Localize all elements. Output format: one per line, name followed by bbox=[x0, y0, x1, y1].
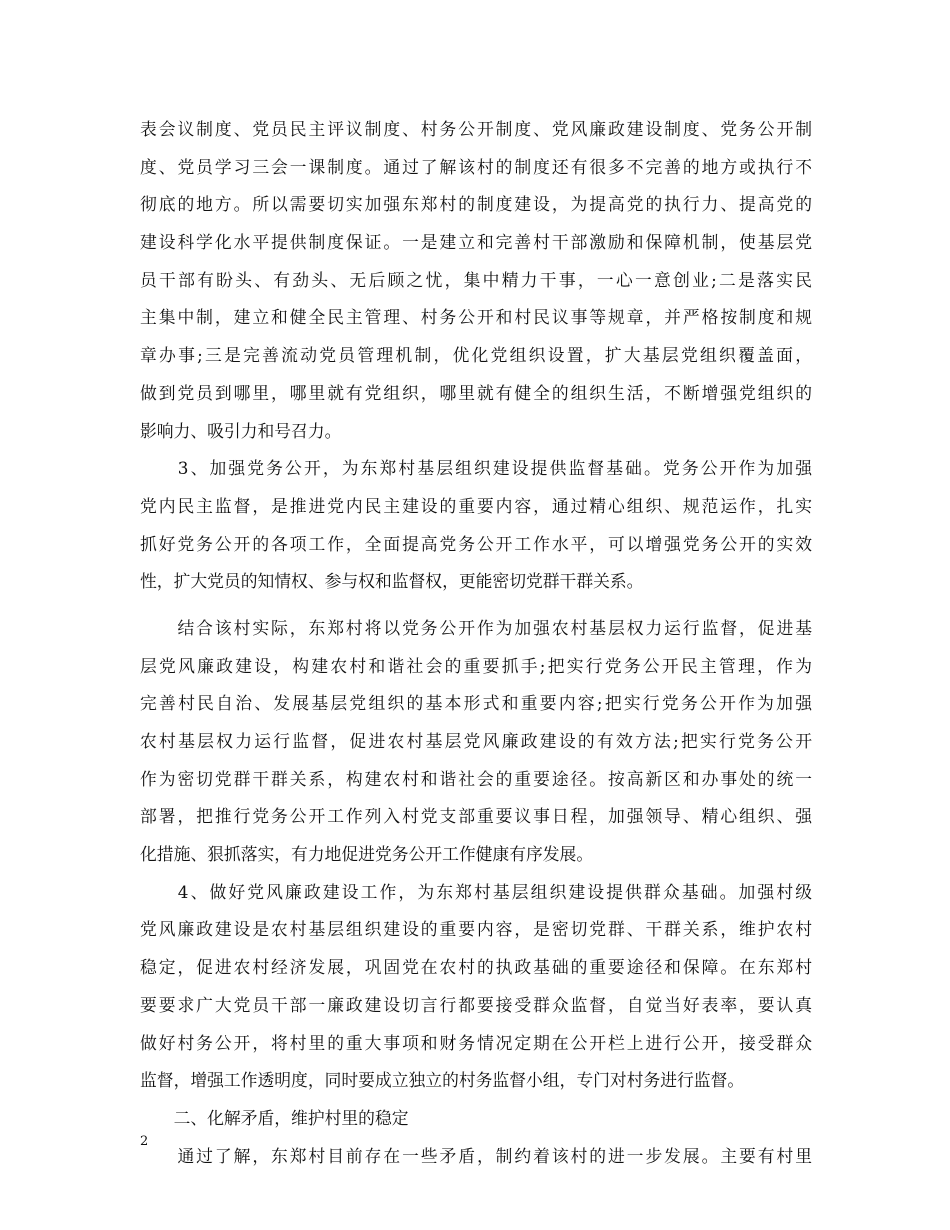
text-line: 要要求广大党员干部一廉政建设切言行都要接受群众监督，自觉当好表率，要认真 bbox=[140, 994, 812, 1015]
text-line: 监督，增强工作透明度，同时要成立独立的村务监督小组，专门对村务进行监督。 bbox=[140, 1070, 745, 1091]
text-line: 表会议制度、党员民主评议制度、村务公开制度、党风廉政建设制度、党务公开制 bbox=[140, 119, 812, 139]
text-line: 层党风廉政建设，构建农村和谐社会的重要抓手;把实行党务公开民主管理，作为 bbox=[140, 655, 812, 676]
text-line: 彻底的地方。所以需要切实加强东郑村的制度建设，为提高党的执行力、提高党的 bbox=[140, 194, 812, 215]
text-line: 建设科学化水平提供制度保证。一是建立和完善村干部激励和保障机制，使基层党 bbox=[140, 232, 812, 253]
text-line: 作为密切党群干群关系，构建农村和谐社会的重要途径。按高新区和办事处的统一 bbox=[140, 768, 812, 789]
text-line: 主集中制，建立和健全民主管理、村务公开和村民议事等规章，并严格按制度和规 bbox=[140, 307, 812, 328]
text-line: 抓好党务公开的各项工作，全面提高党务公开工作水平，可以增强党务公开的实效 bbox=[140, 533, 812, 554]
text-line: 党内民主监督，是推进党内民主建设的重要内容，通过精心组织、规范运作，扎实 bbox=[140, 495, 812, 516]
text-line: 化措施、狠抓落实，有力地促进党务公开工作健康有序发展。 bbox=[140, 844, 594, 865]
text-line: 完善村民自治、发展基层党组织的基本形式和重要内容;把实行党务公开作为加强 bbox=[140, 693, 812, 714]
text-line: 二、化解矛盾，维护村里的稳定 bbox=[140, 1107, 409, 1128]
text-line: 做到党员到哪里，哪里就有党组织，哪里就有健全的组织生活，不断增强党组织的 bbox=[140, 382, 812, 403]
text-line: 农村基层权力运行监督，促进农村基层党风廉政建设的有效方法;把实行党务公开 bbox=[140, 731, 812, 751]
text-line: 3、加强党务公开，为东郑村基层组织建设提供监督基础。党务公开作为加强 bbox=[140, 458, 812, 479]
text-line: 员干部有盼头、有劲头、无后顾之忧，集中精力干事，一心一意创业;二是落实民 bbox=[140, 269, 812, 290]
text-line: 结合该村实际，东郑村将以党务公开作为加强农村基层权力运行监督，促进基 bbox=[140, 617, 812, 638]
text-line: 部署，把推行党务公开工作列入村党支部重要议事日程，加强领导、精心组织、强 bbox=[140, 806, 812, 827]
text-line: 章办事;三是完善流动党员管理机制，优化党组织设置，扩大基层党组织覆盖面， bbox=[140, 345, 812, 366]
text-line: 度、党员学习三会一课制度。通过了解该村的制度还有很多不完善的地方或执行不 bbox=[140, 156, 812, 177]
page-number: 2 bbox=[140, 1134, 149, 1149]
text-line: 党风廉政建设是农村基层组织建设的重要内容，是密切党群、干群关系，维护农村 bbox=[140, 919, 812, 940]
text-line: 稳定，促进农村经济发展，巩固党在农村的执政基础的重要途径和保障。在东郑村 bbox=[140, 957, 812, 978]
body-text bbox=[140, 111, 812, 1175]
text-line: 4、做好党风廉政建设工作，为东郑村基层组织建设提供群众基础。加强村级 bbox=[140, 881, 812, 902]
text-line: 做好村务公开，将村里的重大事项和财务情况定期在公开栏上进行公开，接受群众 bbox=[140, 1032, 812, 1053]
text-line: 影响力、吸引力和号召力。 bbox=[140, 420, 342, 441]
text-line: 性，扩大党员的知情权、参与权和监督权，更能密切党群干群关系。 bbox=[140, 571, 644, 592]
text-line: 通过了解，东郑村目前存在一些矛盾，制约着该村的进一步发展。主要有村里 bbox=[140, 1145, 812, 1166]
paragraph-gap bbox=[140, 601, 812, 610]
